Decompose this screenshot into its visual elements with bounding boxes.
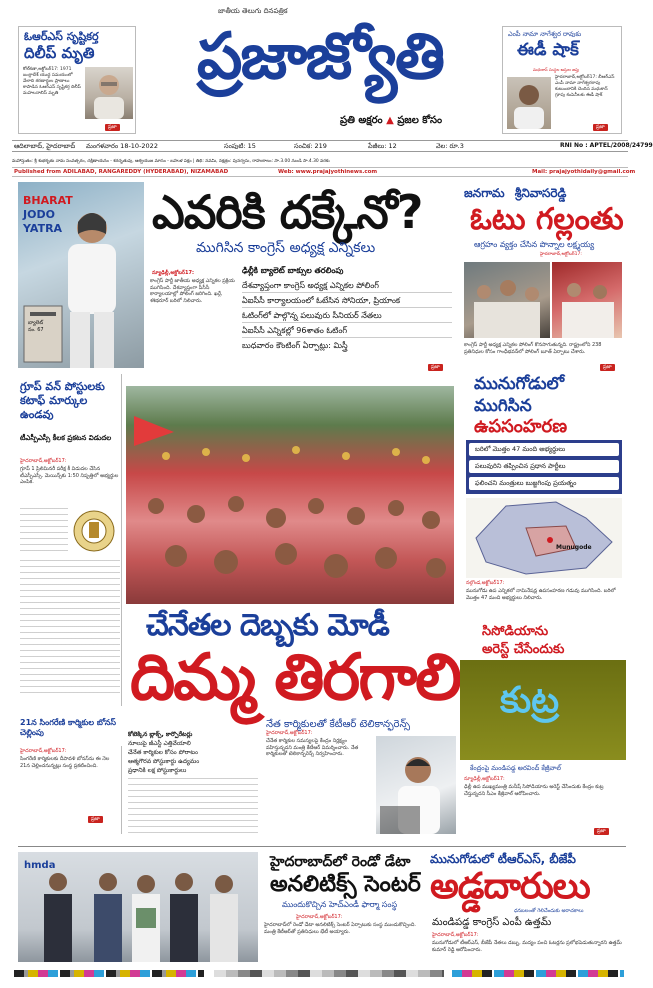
masthead-title: ప్రజాజ్యోతి [196, 20, 444, 94]
date-bar [12, 140, 653, 152]
jangaon-dateline: హైదరాబాద్,అక్టోబర్17: [540, 252, 582, 257]
rni: RNI No : APTEL/2008/24799 [560, 142, 653, 149]
lead-bullet: బుధవారం కౌంటింగ్ ఏర్పాట్లు: మిస్త్రీ [242, 341, 348, 350]
strip-right [452, 970, 624, 977]
sisodia-subhead: కేంద్రంపై మండిపడ్డ అరవింద్ కేజ్రీవాల్ [470, 764, 561, 772]
group1-body: గ్రూప్ 1 ప్రిలిమినరీ పరీక్ష కీ విడుదల చేసిన టీఎస్పీఎస్సీ. మెయిన్స్‌కు 1:50 నిష్పత్తిలో అభ్యర్థుల ఎంపిక. [20, 466, 119, 485]
ear-left-title-big: దిలీప్ మృతి [24, 44, 95, 62]
data-center-subhead: ముందుకొచ్చిన హెచ్ఎండీ ఫార్మా సంస్థ [282, 900, 398, 909]
data-center-kicker: హైదరాబాద్‌లో రెండో డేటా [270, 854, 411, 870]
munugode-dateline: నల్గొండ,అక్టోబర్17: [466, 580, 505, 586]
ktr-portrait-illustration [376, 736, 456, 834]
group1-text-lines [20, 508, 68, 554]
sisodia-body: ఢిల్లీ ఉప ముఖ్యమంత్రి మనీష్ సిసోడియాను అరెస్ట్ చేసేందుకు కేంద్రం కుట్ర చేస్తున్నదని సీఎం కేజ్రీవాల్ ఆరోపించారు. [464, 784, 604, 797]
addarulu-dateline: హైదరాబాద్,అక్టోబర్17: [432, 932, 479, 938]
hmda-logo: hmda [24, 860, 56, 871]
ear-left-photo [85, 67, 133, 119]
tagline-divider-icon: ▲ [386, 115, 394, 126]
munugode-headline-a: మునుగోడులో [474, 374, 565, 394]
singareni-dateline: హైదరాబాద్,అక్టోబర్17: [20, 748, 67, 754]
price: వెల: రూ.3 [436, 142, 464, 150]
jangaon-headline: ఓటు గల్లంతు [470, 202, 624, 237]
main-bullet: చేనేత కార్మికుల కోసం పోరాటం [128, 749, 199, 756]
sisodia-headline-a: సిసోడియాను [482, 624, 549, 639]
munugode-map [466, 498, 622, 578]
ear-left-title-small: ఓఆర్ఎస్ సృష్టికర్త [24, 30, 99, 43]
tagline [340, 114, 442, 128]
jangaon-photo-1 [464, 262, 550, 338]
tagline-right: ప్రజల కోసం [397, 115, 443, 126]
ear-right [502, 26, 622, 134]
munugode-section [460, 374, 626, 616]
tspsc-emblem-icon [70, 508, 118, 554]
munugode-pill: బరిలో మొత్తం 47 మంది అభ్యర్థులు [469, 443, 619, 456]
tagline-left: ప్రతి అక్షరం [340, 115, 383, 126]
ear-right-title-big: ఈడీ షాక్ [517, 40, 579, 60]
main-bullet: ప్రధానికి లక్ష పోస్టుకార్డులు [128, 767, 187, 774]
crowd-illustration [464, 262, 550, 338]
website: Web: www.prajajyothinews.com [278, 169, 378, 175]
addarulu-body: మునుగోడులో టీఆర్ఎస్, బీజేపీ నేతలు డబ్బు, మద్యం పంచి ఓటర్లను ప్రలోభపెడుతున్నారని ఉత్తమ్ కుమార్ రెడ్డి ఆరోపించారు. [432, 940, 622, 953]
data-center-photo [18, 852, 258, 962]
lead-bullet: ఏఐసీసీ కార్యాలయంలో ఓటేసిన సోనియా, ప్రియాంక [242, 293, 452, 308]
main-bullet: నూలుపై జీఎస్టీ ఎత్తివేయాలి [128, 740, 191, 747]
map-label: Munugode [556, 544, 592, 551]
rally-crowd-illustration [126, 386, 454, 604]
panchang: మహాస్తుతం: శ్రీ శుభకృతు నామ సంవత్సరం, దక్షిణాయనం - శరదృతువు, ఆశ్వయుజ మాసం - బహుళ పక్షం | తిథి: నవమి, నక్షత్రం: పునర్వసు, రాహుకాలం: సా.3.00 నుండి సా.4.30 వరకు [12, 159, 330, 164]
lead-photo [18, 182, 144, 368]
pages: పేజీలు: 12 [368, 142, 397, 150]
munugode-body: మునుగోడు ఉప ఎన్నికలో నామినేషన్ల ఉపసంహరణ గడువు ముగిసింది. బరిలో మొత్తం 47 మంది అభ్యర్థులు నిలిచారు. [466, 588, 616, 601]
sisodia-band [460, 660, 626, 760]
group1-headline: గ్రూప్ వన్ పోస్టులకు కటాఫ్ మార్కుల ఉండవు [20, 380, 105, 421]
map-pin-icon [547, 537, 553, 543]
addarulu-headline: అడ్డదారులు [430, 866, 590, 907]
lead-bullets-title: ఢిల్లీకి బ్యాలెట్ బాక్సుల తరలింపు [242, 266, 344, 275]
main-dateline: హైదరాబాద్,అక్టోబర్17: [266, 730, 313, 736]
strip-left [14, 970, 204, 977]
lead-dateline: న్యూఢిల్లీ,అక్టోబర్17: [152, 270, 194, 276]
protest-illustration [552, 262, 622, 338]
jangaon-name: శ్రీనివాసరెడ్డి [514, 186, 567, 200]
masthead [0, 0, 653, 158]
jangaon-body: కాంగ్రెస్ పార్టీ అధ్యక్ష ఎన్నికల పోలింగ్ కొనసాగుతున్నది. రాష్ట్రంలోని 238 ప్రతినిధుల కోసం గాంధీభవన్‌లో పోలింగ్ బూత్ ఏర్పాటు చేశారు. [464, 342, 602, 355]
lead-subhead: ముగిసిన కాంగ్రెస్ అధ్యక్ష ఎన్నికలు [196, 240, 376, 256]
photo-banner-jodo: JODO [23, 208, 55, 221]
date: మంగళవారం 18-10-2022 [86, 142, 158, 150]
lead-body: కాంగ్రెస్ పార్టీ జాతీయ అధ్యక్ష ఎన్నికల ప్రక్రియ ముగిసింది. దేశవ్యాప్తంగా పీసీసీ కార్యాలయాల్లో పోలింగ్ జరిగింది. ఖర్గే, శశిథరూర్ బరిలో నిలిచారు. [150, 278, 235, 304]
ear-left [18, 26, 136, 134]
edition: ఆదిలాబాద్, హైదరాబాద్ [14, 142, 76, 150]
jangaon-kicker [464, 186, 566, 203]
singareni-box [18, 706, 122, 746]
group1-subhead: టీఎస్పీఎస్సీ కీలక ప్రకటన విడుదల [20, 434, 112, 442]
lead-bullet: ఓటింగ్‌లో పాల్గొన్న పలువురు సీనియర్ నేతలు [242, 308, 452, 323]
ear-left-body: కోల్‌కతా,అక్టోబర్17: 1971 బంగ్లాదేశ్ యుద్ధ సమయంలో వేలాది శరణార్థుల ప్రాణాలు కాపాడిన ఓఆర్ఎస్ సృష్టికర్త దిలీప్ మహలనాబిస్ మృతి [23, 67, 81, 96]
registration-strip [0, 969, 640, 979]
main-text-lines [128, 778, 258, 838]
main-bullets [128, 730, 262, 775]
left-column [18, 374, 122, 834]
photo-banner-bharat: BHARAT [23, 194, 73, 207]
ktr-photo [376, 736, 456, 834]
munugode-headline-b: ముగిసిన [474, 396, 532, 416]
group1-logo [70, 508, 118, 554]
sisodia-dateline: న్యూఢిల్లీ,అక్టోబర్17: [464, 776, 505, 782]
jangaon-source-tag: ప్రజా [600, 364, 615, 371]
ear-right-body: హైదరాబాద్,అక్టోబర్17: బీఆర్ఎస్ ఎంపీ నామా నాగేశ్వరరావు కుటుంబానికి చెందిన మధుకాన్ గ్రూపు కంపెనీలకు ఈడీ షాక్ [555, 75, 615, 98]
jangaon-subhead: ఆగ్రహం వ్యక్తం చేసిన పొన్నాల లక్ష్మయ్య [474, 240, 595, 249]
strip-mid [214, 970, 444, 977]
ear-right-source-tag: ప్రజా [593, 124, 608, 131]
main-rally-photo [126, 386, 454, 604]
ear-right-photo [507, 77, 551, 129]
lead-bullet: దేశవ్యాప్తంగా కాంగ్రెస్ అధ్యక్ష ఎన్నికల పోలింగ్ [242, 278, 452, 293]
sisodia-headline-big: కుట్ర [500, 680, 560, 721]
top-label: జాతీయ తెలుగు దినపత్రిక [218, 7, 288, 15]
portrait-mp [507, 77, 551, 129]
addarulu-subhead: మండిపడ్డ కాంగ్రెస్ ఎంపీ ఉత్తమ్ [432, 917, 552, 928]
telangana-map-illustration [466, 498, 622, 578]
bottom-rule [18, 846, 626, 847]
main-body: చేనేత కార్మికుల సమస్యలపై కేంద్రం నిర్లక్ష్యం వహిస్తున్నదని మంత్రి కేటీఆర్ విమర్శించారు. నేత కార్మికులతో టెలికాన్ఫరెన్స్ నిర్వహించారు. [266, 738, 359, 757]
sisodia-source-tag: ప్రజా [594, 828, 609, 835]
addarulu-kicker: మునుగోడులో టీఆర్ఎస్, బీజేపీ [430, 852, 576, 866]
munugode-pill-box [466, 440, 622, 494]
main-bullet: కోటెక్కిన బ్లాక్స్, కార్పొరేటర్లు [128, 731, 193, 738]
singareni-source-tag: ప్రజా [88, 816, 103, 823]
publish-bar [12, 167, 636, 177]
main-subhead: నేత కార్మికులతో కేటీఆర్ టెలికాన్ఫరెన్స్ [266, 719, 411, 730]
singareni-headline: 21న సింగరేణి కార్మికుల బోనస్ చెల్లింపు [20, 718, 117, 737]
issue: సంచిక: 219 [294, 142, 327, 150]
jangaon-photo-2 [552, 262, 622, 338]
group1-dateline: హైదరాబాద్,అక్టోబర్17: [20, 458, 67, 464]
published-from: Published from ADILABAD, RANGAREDDY (HYDERABAD), NIZAMABAD [14, 169, 229, 175]
mail: Mail: prajajyothidaily@gmail.com [532, 169, 636, 175]
lead-bullet-list [242, 278, 452, 353]
main-headline-top: చేనేతల దెబ్బకు మోడీ [146, 608, 389, 643]
group1-text-lines-2 [20, 560, 120, 694]
munugode-pill: ఫలించని మంత్రులు బుజ్జగింపు ప్రయత్నం [469, 477, 619, 490]
sisodia-section [460, 622, 626, 838]
sisodia-headline-b: అరెస్ట్ చేసేందుకు [482, 642, 565, 657]
lead-headline: ఎవరికి దక్కేనో? [152, 185, 423, 239]
ballot-label: బ్యాలెట్ నం. 67 [28, 320, 44, 333]
jangaon-place: జనగామ [464, 186, 505, 200]
lead-bullet: ఏఐసీసీ ఎన్నికల్లో 96శాతం ఓటింగ్ [242, 323, 452, 338]
data-center-headline: అనలిటిక్స్ సెంటర్ [270, 872, 421, 897]
main-headline-big: దిమ్మ తిరగాలి [130, 641, 461, 715]
data-center-dateline: హైదరాబాద్,అక్టోబర్17: [296, 914, 343, 920]
ear-left-source-tag: ప్రజా [105, 124, 120, 131]
main-bullet: ఆత్మగౌరవ పోస్టుకార్డు ఉద్యమం [128, 758, 200, 765]
portrait-elderly-man [85, 67, 133, 119]
singareni-body: సింగరేణి కార్మికులకు దీపావళి బోనస్‌ను ఈ నెల 21న చెల్లించనున్నట్లు సంస్థ ప్రకటించింది. [20, 756, 110, 769]
data-center-body: హైదరాబాద్‌లో రెండో డేటా అనలిటిక్స్ సెంటర్ ఏర్పాటుకు సంస్థ ముందుకొచ్చింది. మంత్రి కేటీఆర్‌తో ప్రతినిధులు భేటీ అయ్యారు. [264, 922, 416, 935]
volume: సంపుటి: 15 [224, 142, 256, 150]
addarulu-subhead-small: ధనబలంతో గెలిచేందుకు అరాచకాలు [514, 908, 584, 914]
ear-right-byline: మధుకాన్ సంస్థల ఆస్తుల జప్తు [533, 67, 580, 72]
ear-right-title-small: ఎంపీ నామా నాగేశ్వర రావుకు [508, 30, 582, 38]
photo-banner-yatra: YATRA [23, 222, 63, 235]
munugode-pill: పలువురిని తప్పించిన ప్రధాన పార్టీలు [469, 460, 619, 473]
munugode-headline-c: ఉపసంహరణ [474, 416, 568, 437]
lead-source-tag: ప్రజా [428, 364, 443, 371]
